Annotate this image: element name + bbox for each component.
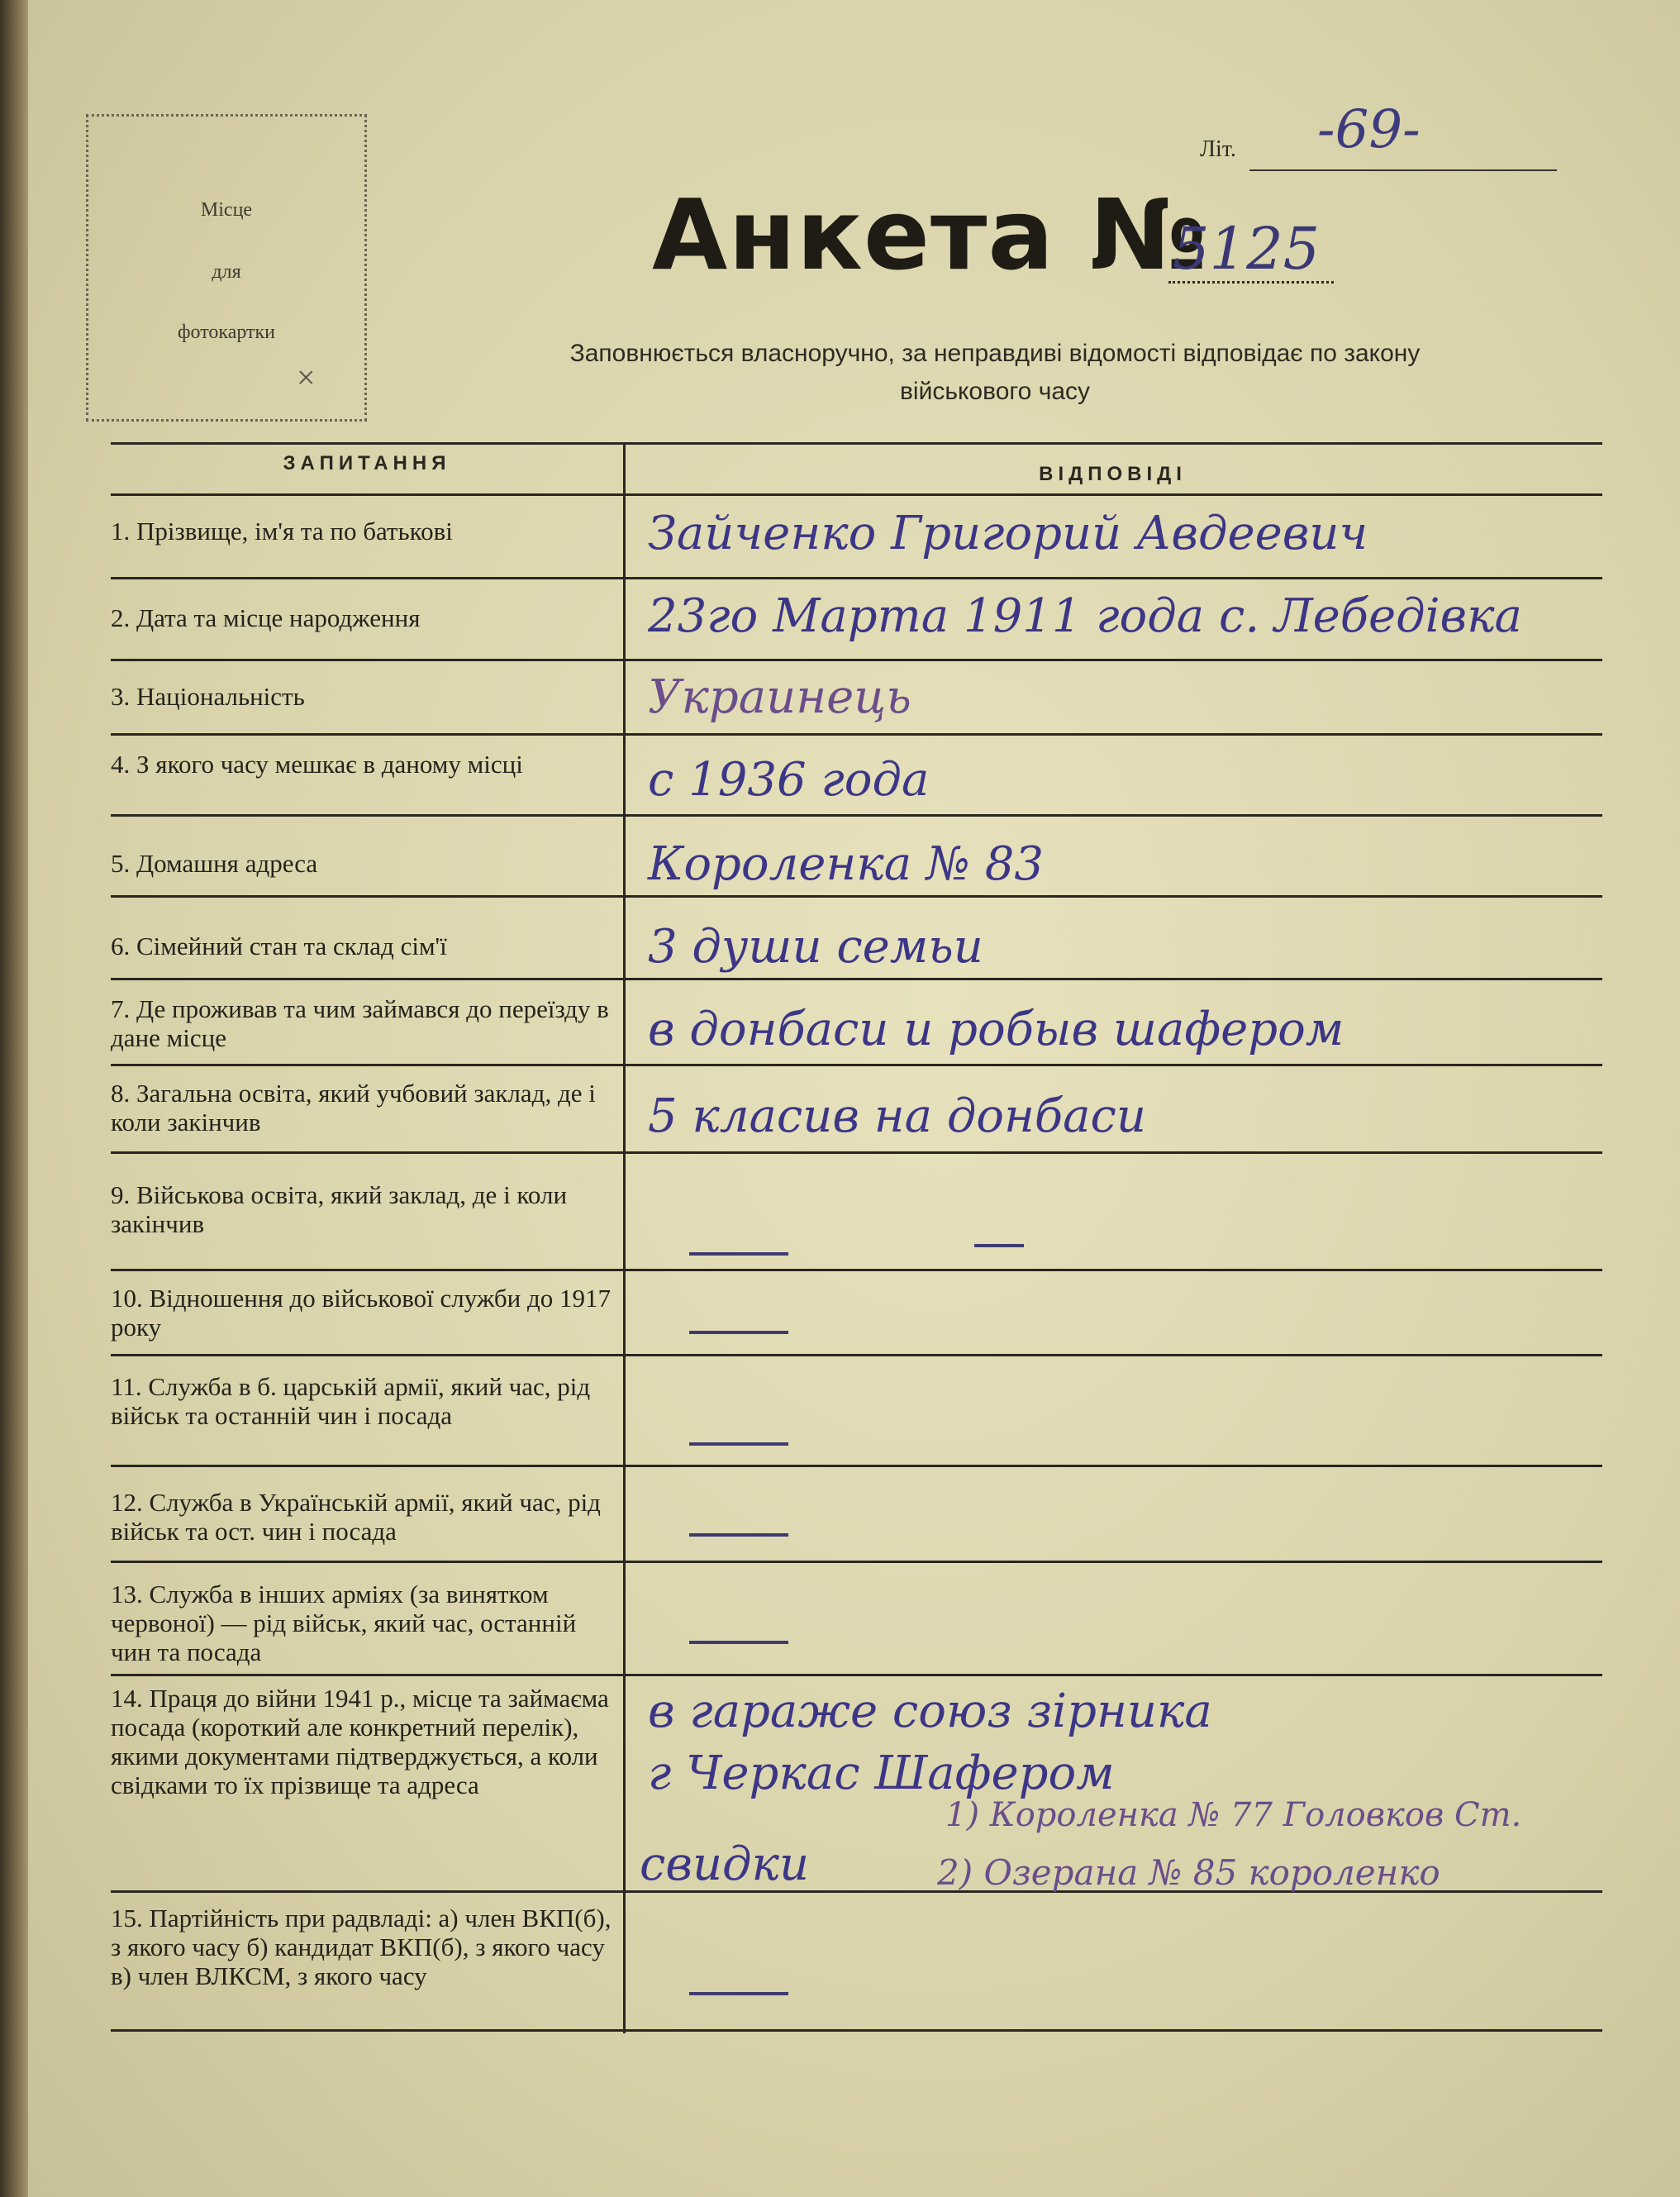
question-7: 7. Де проживав та чим займався до переїзду в дане місце — [111, 994, 609, 1052]
photo-label-line2: для — [212, 261, 241, 283]
answer-residence-since: с 1936 года — [648, 753, 930, 807]
questions-header: ЗАПИТАННЯ — [283, 452, 451, 474]
answer-home-address: Короленка № 83 — [648, 837, 1044, 891]
question-4: 4. З якого часу мешкає в даному місці — [111, 750, 523, 779]
question-12: 12. Служба в Українській армії, який час, рід військ та ост. чин і посада — [111, 1488, 601, 1546]
question-2: 2. Дата та місце народження — [111, 603, 421, 632]
photo-placeholder — [86, 114, 367, 422]
answer-previous-work: в донбаси и робыв шафером — [648, 1003, 1344, 1056]
answer-witnesses-label: свидки — [640, 1837, 810, 1891]
table-rule — [111, 659, 1602, 661]
answer-witness-2: 2) Озерана № 85 короленко — [937, 1852, 1440, 1893]
table-rule — [111, 2029, 1602, 2032]
photo-label-line3: фотокартки — [177, 322, 276, 343]
table-rule — [111, 1151, 1602, 1154]
empty-dash — [974, 1244, 1024, 1247]
question-9: 9. Військова освіта, який заклад, де і коли закінчив — [111, 1180, 568, 1238]
table-rule — [111, 442, 1602, 445]
question-15: 15. Партійність при радвладі: а) член ВКП(б), з якого часу б) кандидат ВКП(б), з якого часу в) член ВЛКСМ, з якого часу — [111, 1904, 612, 1990]
answers-header: ВІДПОВІДІ — [1039, 463, 1187, 485]
question-5: 5. Домашня адреса — [111, 849, 318, 878]
answer-work-city: г Черкас Шафером — [648, 1747, 1115, 1800]
lit-value: -69- — [1317, 99, 1421, 160]
instruction-line1: Заповнюється власноручно, за неправдиві відомості відповідає по закону — [569, 340, 1421, 367]
questionnaire-table — [111, 442, 1602, 2033]
question-8: 8. Загальна освіта, який учбовий заклад, де і коли закінчив — [111, 1079, 596, 1137]
table-rule — [111, 1561, 1602, 1563]
question-11: 11. Служба в б. царській армії, який час, рід військ та останній чин і посада — [111, 1372, 591, 1430]
empty-dash — [689, 1252, 788, 1256]
answer-family: 3 души семьи — [648, 920, 983, 974]
table-rule — [111, 493, 1602, 496]
question-13: 13. Служба в інших арміях (за винятком червоної) — рід військ, який час, останній чин та посада — [111, 1580, 577, 1666]
table-rule — [111, 1674, 1602, 1676]
cross-mark-icon: × — [297, 359, 316, 396]
table-rule — [111, 577, 1602, 579]
table-rule — [111, 733, 1602, 736]
question-3: 3. Національність — [111, 682, 305, 711]
empty-dash — [689, 1992, 788, 1995]
answer-work-place: в гараже союз зірника — [648, 1685, 1212, 1738]
page-title: Анкета № — [652, 178, 1208, 292]
lit-label: Літ. — [1200, 136, 1236, 162]
photo-label-line1: Місце — [200, 199, 253, 221]
questionnaire-page — [28, 0, 1680, 2197]
form-number: 5125 — [1173, 215, 1321, 283]
table-rule — [111, 978, 1602, 980]
table-rule — [111, 1064, 1602, 1066]
answer-education: 5 класив на донбаси — [648, 1089, 1146, 1143]
table-rule — [111, 1465, 1602, 1467]
answer-full-name: Зайченко Григорий Авдеевич — [648, 507, 1368, 560]
empty-dash — [689, 1533, 788, 1537]
answer-birth: 23го Марта 1911 года с. Лебедівка — [648, 589, 1522, 643]
empty-dash — [689, 1331, 788, 1334]
instruction-line2: військового часу — [899, 378, 1091, 405]
question-1: 1. Прізвище, ім'я та по батькові — [111, 517, 453, 546]
instruction-text — [416, 335, 1573, 411]
table-rule — [111, 895, 1602, 898]
table-rule — [111, 814, 1602, 817]
form-number-underline — [1168, 281, 1334, 284]
question-10: 10. Відношення до військової служби до 1917 року — [111, 1284, 611, 1342]
answer-witness-1: 1) Короленка № 77 Головков Ст. — [945, 1796, 1522, 1834]
table-rule — [111, 1354, 1602, 1356]
empty-dash — [689, 1641, 788, 1644]
column-divider — [623, 442, 626, 2033]
lit-underline — [1249, 169, 1557, 171]
empty-dash — [689, 1442, 788, 1446]
table-rule — [111, 1269, 1602, 1271]
question-14: 14. Праця до війни 1941 р., місце та займаєма посада (короткий але конкретний перелік), якими документами підтверджується, а коли свідками то їх прізвище та адреса — [111, 1684, 609, 1799]
answer-nationality: Украинець — [648, 670, 911, 724]
question-6: 6. Сімейний стан та склад сім'ї — [111, 932, 447, 960]
